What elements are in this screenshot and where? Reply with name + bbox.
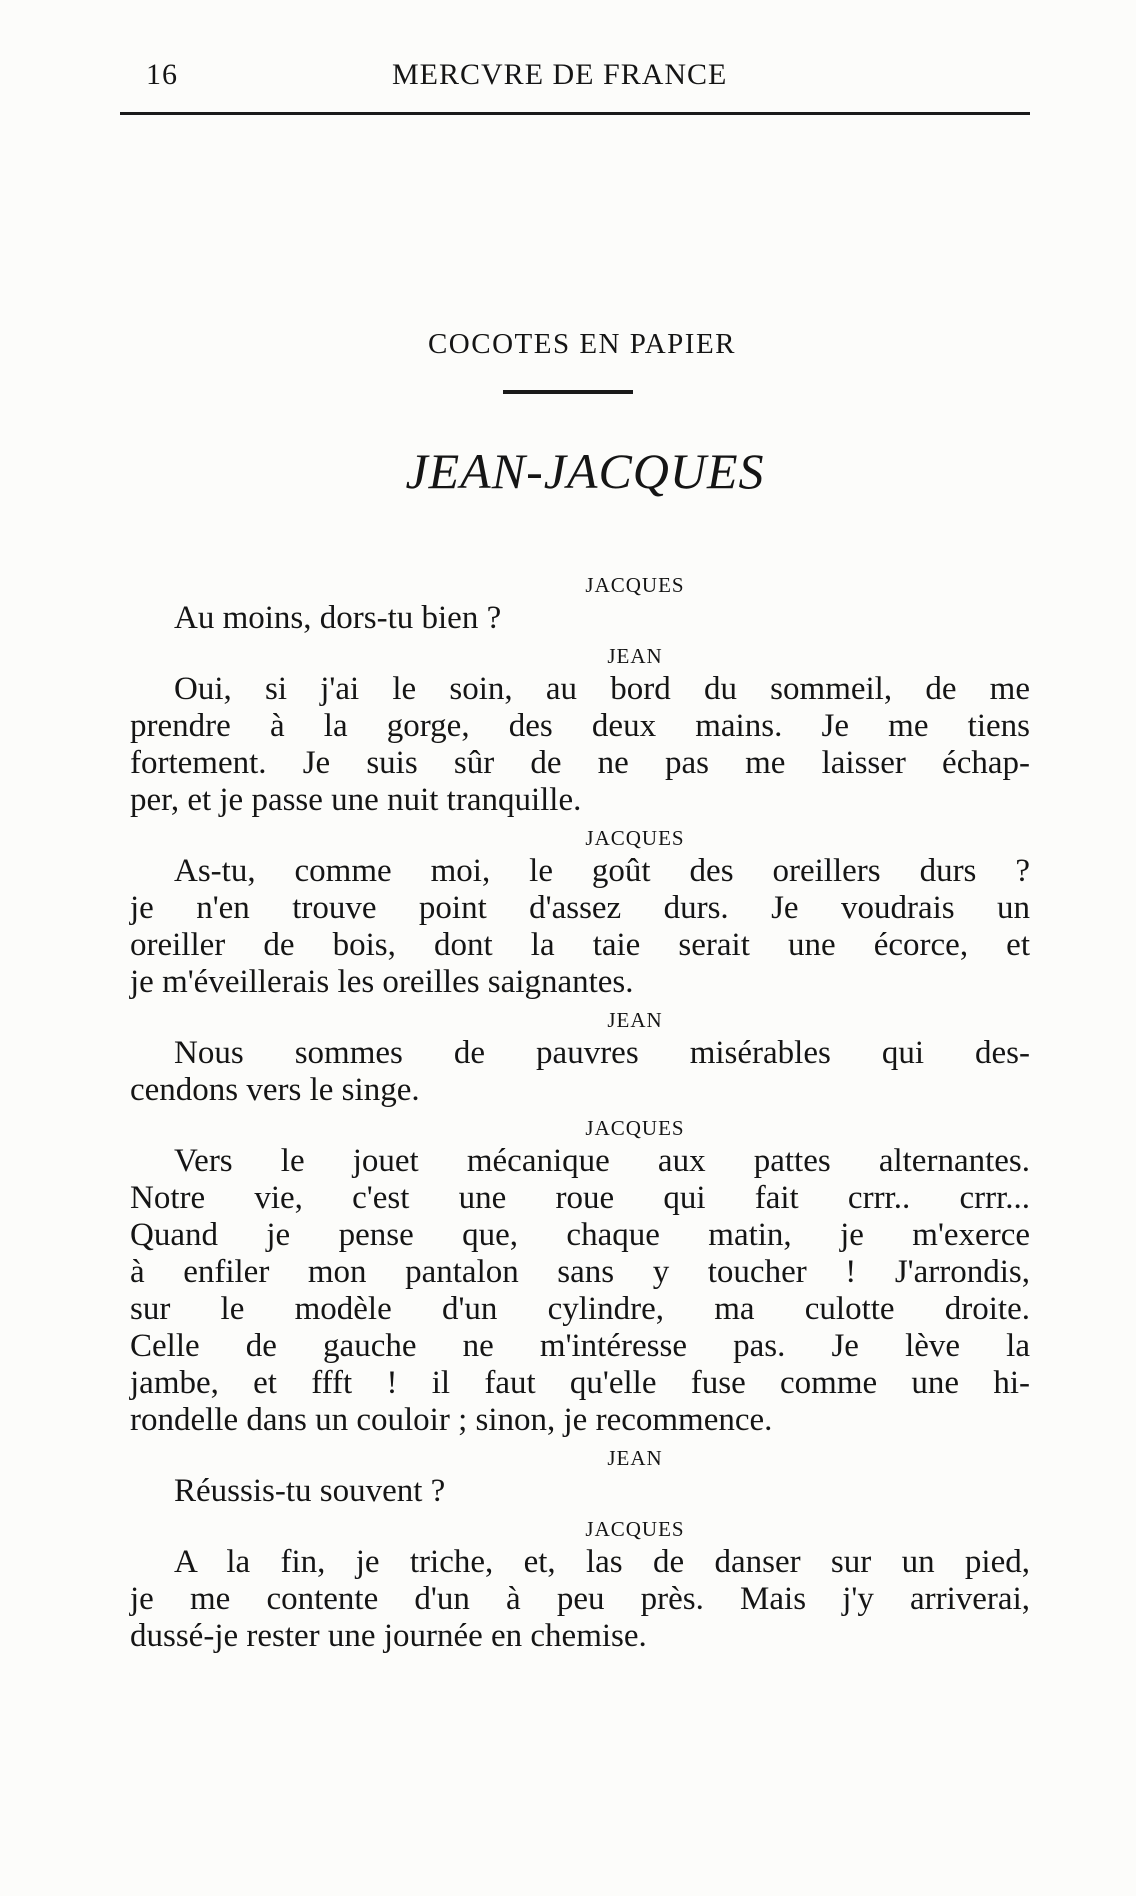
running-title: MERCVRE DE FRANCE: [392, 58, 728, 91]
speech-paragraph: [130, 600, 1030, 637]
running-header: [130, 58, 1030, 98]
speech-paragraph: [130, 853, 1030, 1001]
text-line: je n'en trouve point d'assez durs. Je voudrais un: [130, 890, 1030, 926]
section-title: COCOTES EN PAPIER: [427, 328, 737, 360]
text-line: fortement. Je suis sûr de ne pas me laisser échap-: [130, 745, 1030, 781]
text-line: dussé-je rester une journée en chemise.: [130, 1618, 647, 1654]
main-title: JEAN-JACQUES: [405, 443, 765, 499]
text-line: jambe, et ffft ! il faut qu'elle fuse comme une hi-: [130, 1365, 1030, 1401]
speaker-name: JEAN: [607, 644, 663, 668]
speech-paragraph: [130, 1473, 1030, 1510]
text-line: prendre à la gorge, des deux mains. Je me tiens: [130, 708, 1030, 744]
text-line: Notre vie, c'est une roue qui fait crrr.. crrr...: [130, 1180, 1030, 1216]
text-line: per, et je passe une nuit tranquille.: [130, 782, 582, 818]
text-line: oreiller de bois, dont la taie serait une écorce, et: [130, 927, 1030, 963]
text-line: Nous sommes de pauvres misérables qui des-: [174, 1035, 1030, 1071]
text-line: Vers le jouet mécanique aux pattes alternantes.: [174, 1143, 1030, 1179]
text-line: je me contente d'un à peu près. Mais j'y arriverai,: [130, 1581, 1030, 1617]
speaker-name: JACQUES: [585, 1517, 685, 1541]
text-line: à enfiler mon pantalon sans y toucher ! J'arrondis,: [130, 1254, 1030, 1290]
speech-paragraph: [130, 1544, 1030, 1655]
speech-paragraph: [130, 1143, 1030, 1439]
text-line: Réussis-tu souvent ?: [174, 1473, 446, 1509]
text-line: cendons vers le singe.: [130, 1072, 420, 1108]
speaker-name: JACQUES: [585, 573, 685, 597]
text-line: Oui, si j'ai le soin, au bord du sommeil, de me: [174, 671, 1030, 707]
text-line: rondelle dans un couloir ; sinon, je recommence.: [130, 1402, 773, 1438]
dialogue: [130, 570, 1030, 1659]
text-line: sur le modèle d'un cylindre, ma culotte droite.: [130, 1291, 1030, 1327]
text-line: Celle de gauche ne m'intéresse pas. Je lève la: [130, 1328, 1030, 1364]
page-number: 16: [146, 58, 178, 91]
speaker-name: JACQUES: [585, 826, 685, 850]
speaker-name: JEAN: [607, 1008, 663, 1032]
header-rule: [120, 112, 1030, 115]
speech-paragraph: [130, 1035, 1030, 1109]
text-line: A la fin, je triche, et, las de danser sur un pied,: [174, 1544, 1030, 1580]
title-rule: [503, 390, 633, 394]
speech-paragraph: [130, 671, 1030, 819]
text-line: Quand je pense que, chaque matin, je m'exerce: [130, 1217, 1030, 1253]
speaker-name: JACQUES: [585, 1116, 685, 1140]
speaker-name: JEAN: [607, 1446, 663, 1470]
text-line: Au moins, dors-tu bien ?: [174, 600, 502, 636]
text-line: je m'éveillerais les oreilles saignantes.: [130, 964, 634, 1000]
text-line: As-tu, comme moi, le goût des oreillers durs ?: [174, 853, 1030, 889]
